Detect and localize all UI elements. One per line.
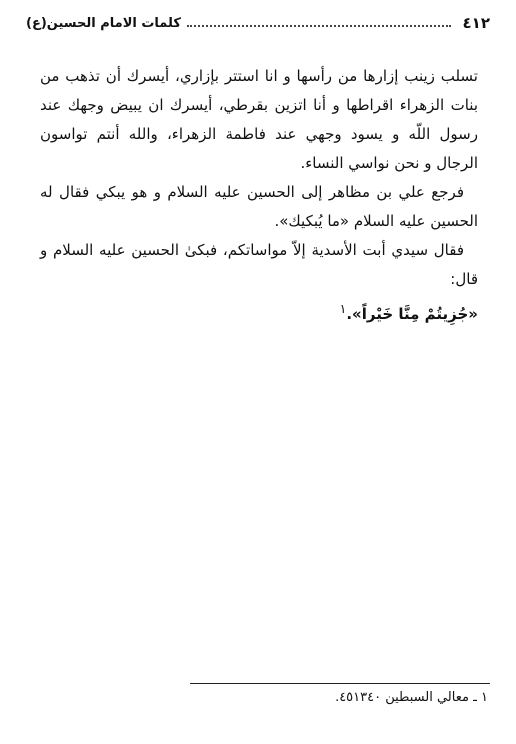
body-paragraph-3: فقال سيدي أبت الأسدية إلاّ مواساتكم، فبكىٰ الحسين عليه السلام و قال: <box>40 241 478 288</box>
footnote-separator <box>190 683 490 684</box>
running-title: كلمات الامام الحسين(ع) <box>26 15 181 31</box>
quote-line <box>40 294 478 329</box>
quote-text: «جُزِيتُمْ مِنَّا خَيْراً». <box>346 305 478 323</box>
page-body <box>40 62 478 329</box>
body-paragraph-2: فرجع علي بن مظاهر إلى الحسين عليه السلام و هو يبكي فقال له الحسين عليه السلام «ما يُبكيك». <box>40 183 478 230</box>
footnote: ١ ـ معالي السبطين ٤٥١٣٤٠. <box>335 690 488 705</box>
footnote-marker: ١ <box>339 301 347 316</box>
body-paragraph-1: تسلب زينب إزارها من رأسها و انا استتر بإزاري، أيسرك أن تذهب من بنات الزهراء اقراطها و أنا اتزين بقرطي، أيسرك ان يبيض وجهك عند رسول اللّه و يسود وجهي عند فاطمة الزهراء، والله أنتم تواسون الرجال و نحن نواسي النساء. <box>40 67 478 172</box>
page-header <box>26 10 490 36</box>
header-dotted-leader <box>187 25 451 27</box>
page-number: ٤١٢ <box>462 14 490 32</box>
